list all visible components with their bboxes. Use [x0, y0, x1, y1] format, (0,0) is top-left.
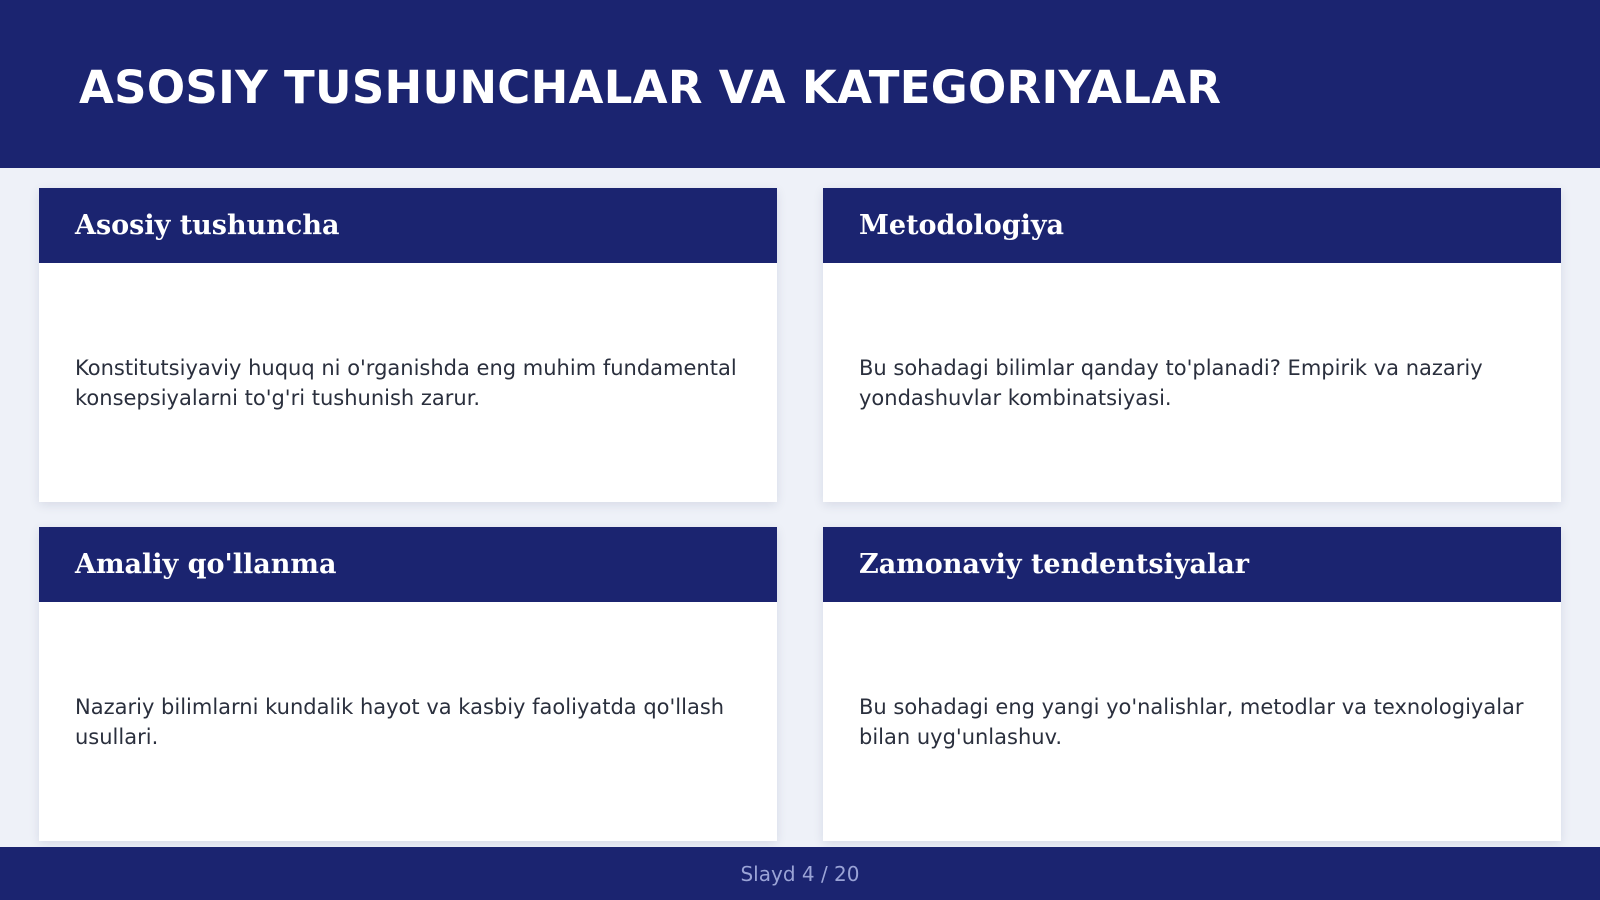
slide-title: ASOSIY TUSHUNCHALAR VA KATEGORIYALAR [79, 61, 1222, 114]
card-amaliy-qollanma [39, 527, 777, 841]
card-heading: Asosiy tushuncha [75, 210, 340, 241]
card-text: Bu sohadagi bilimlar qanday to'planadi? Empirik va nazariy yondashuvlar kombinatsiyasi. [859, 355, 1483, 410]
card-text: Konstitutsiyaviy huquq ni o'rganishda eng muhim fundamental konsepsiyalarni to'g'ri tushunish zarur. [75, 355, 737, 410]
card-asosiy-tushuncha [39, 188, 777, 502]
card-metodologiya [823, 188, 1561, 502]
card-heading: Zamonaviy tendentsiyalar [859, 549, 1249, 580]
card-text: Bu sohadagi eng yangi yo'nalishlar, metodlar va texnologiyalar bilan uyg'unlashuv. [859, 694, 1524, 749]
slide-header [0, 0, 1600, 168]
card-body [823, 602, 1561, 841]
card-heading: Amaliy qo'llanma [75, 549, 337, 580]
card-header [39, 188, 777, 263]
card-body [823, 263, 1561, 502]
slide-counter: Slayd 4 / 20 [740, 861, 860, 886]
card-header [823, 527, 1561, 602]
card-text: Nazariy bilimlarni kundalik hayot va kasbiy faoliyatda qo'llash usullari. [75, 694, 725, 749]
card-body [39, 602, 777, 841]
card-body [39, 263, 777, 502]
card-header [823, 188, 1561, 263]
slide-footer [0, 847, 1600, 900]
card-heading: Metodologiya [859, 210, 1065, 241]
card-header [39, 527, 777, 602]
card-zamonaviy-tendentsiyalar [823, 527, 1561, 841]
